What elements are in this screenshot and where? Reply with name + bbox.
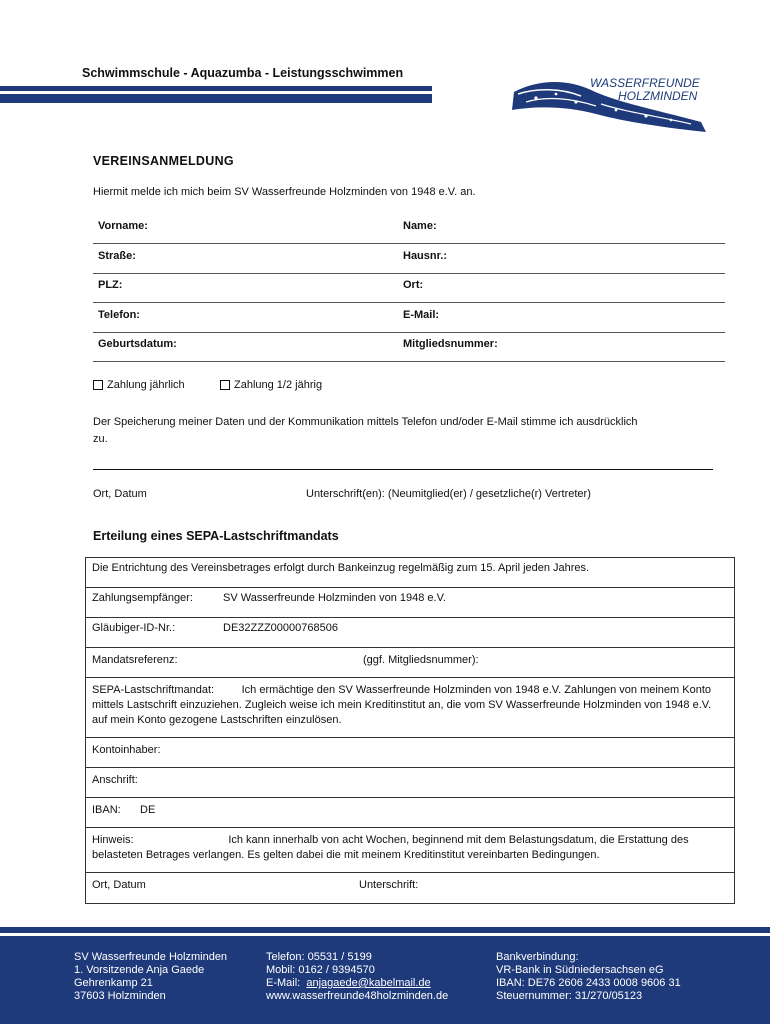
- field-row-street: [93, 244, 725, 274]
- checkbox-icon[interactable]: [220, 380, 230, 390]
- sepa-row-mandate: SEPA-Lastschriftmandat: Ich ermächtige den SV Wasserfreunde Holzminden von 1948 e.V. Zahlungen von meinem Konto mittels Lastschrift einzuziehen. Zugleich weise ich mein Kreditinstitut an, die vom SV Wasserfreunde Holzminden von 1948 e.V. auf mein Konto gezogene Lastschriften einzulösen.: [86, 678, 734, 738]
- footer-bank: Bankverbindung: VR-Bank in Südniedersachsen eG IBAN: DE76 2606 2433 0008 9606 31 Steuernummer: 31/270/05123: [496, 951, 681, 1002]
- sepa-row-intro: Die Entrichtung des Vereinsbetrages erfolgt durch Bankeinzug regelmäßig zum 15. April jeden Jahres.: [86, 558, 734, 588]
- logo-text-1: WASSERFREUNDE: [590, 76, 700, 90]
- field-member-number[interactable]: Mitgliedsnummer:: [403, 338, 498, 350]
- logo-text-2: HOLZMINDEN: [618, 89, 698, 103]
- sepa-row-note: Hinweis: Ich kann innerhalb von acht Wochen, beginnend mit dem Belastungsdatum, die Erstattung des belasteten Betrages verlangen. Es gelten dabei die mit meinem Kreditinstitut vereinbarten Bedingungen.: [86, 828, 734, 873]
- checkbox-icon[interactable]: [93, 380, 103, 390]
- consent-text: Der Speicherung meiner Daten und der Kommunikation mittels Telefon und/oder E-Mail stimme ich ausdrücklich zu.: [93, 416, 638, 445]
- field-birthdate[interactable]: Geburtsdatum:: [98, 338, 177, 350]
- field-street[interactable]: Straße:: [98, 250, 136, 262]
- field-last-name[interactable]: Name:: [403, 220, 437, 232]
- field-email[interactable]: E-Mail:: [403, 309, 440, 321]
- sepa-row-holder[interactable]: Kontoinhaber:: [86, 738, 734, 768]
- checkbox-half-yearly[interactable]: Zahlung 1/2 jährig: [220, 379, 322, 391]
- form-title: VEREINSANMELDUNG: [93, 154, 234, 168]
- field-city[interactable]: Ort:: [403, 279, 424, 291]
- field-house-number[interactable]: Hausnr.:: [403, 250, 448, 262]
- sepa-title: Erteilung eines SEPA-Lastschriftmandats: [93, 529, 339, 543]
- form-intro: Hiermit melde ich mich beim SV Wasserfreunde Holzminden von 1948 e.V. an.: [93, 186, 476, 198]
- signature-place-date: Ort, Datum: [93, 488, 147, 500]
- footer-club: SV Wasserfreunde Holzminden 1. Vorsitzende Anja Gaede Gehrenkamp 21 37603 Holzminden: [74, 951, 228, 1002]
- footer-contact: Telefon: 05531 / 5199 Mobil: 0162 / 9394570 E-Mail: anjagaede@kabelmail.de www.wasserfreunde48holzminden.de: [266, 951, 449, 1002]
- sepa-table: [85, 557, 735, 904]
- sepa-row-recipient: Zahlungsempfänger: SV Wasserfreunde Holzminden von 1948 e.V.: [86, 588, 734, 618]
- field-row-name: [93, 214, 725, 244]
- footer: [0, 936, 770, 1024]
- field-first-name[interactable]: Vorname:: [98, 220, 148, 232]
- sepa-row-iban[interactable]: IBAN: DE: [86, 798, 734, 828]
- sepa-row-signature[interactable]: Ort, Datum Unterschrift:: [92, 879, 419, 891]
- footer-email-link[interactable]: anjagaede@kabelmail.de: [306, 977, 431, 989]
- field-row-birth: [93, 332, 725, 362]
- club-logo: [506, 70, 726, 140]
- footer-web-link[interactable]: www.wasserfreunde48holzminden.de: [266, 990, 449, 1002]
- header-title: Schwimmschule - Aquazumba - Leistungsschwimmen: [82, 66, 404, 80]
- field-phone[interactable]: Telefon:: [98, 309, 140, 321]
- field-row-city: [93, 273, 725, 303]
- sepa-row-creditor: Gläubiger-ID-Nr.: DE32ZZZ00000768506: [86, 618, 734, 648]
- signature-label: Unterschrift(en): (Neumitglied(er) / gesetzliche(r) Vertreter): [306, 488, 591, 500]
- field-zip[interactable]: PLZ:: [98, 279, 123, 291]
- signature-line[interactable]: [93, 469, 713, 470]
- header-stripe-thick: [0, 94, 432, 103]
- sepa-row-address[interactable]: Anschrift:: [86, 768, 734, 798]
- field-row-contact: [93, 303, 725, 333]
- checkbox-yearly[interactable]: Zahlung jährlich: [93, 379, 185, 391]
- sepa-row-mandate-ref[interactable]: Mandatsreferenz: (ggf. Mitgliedsnummer):: [86, 648, 734, 678]
